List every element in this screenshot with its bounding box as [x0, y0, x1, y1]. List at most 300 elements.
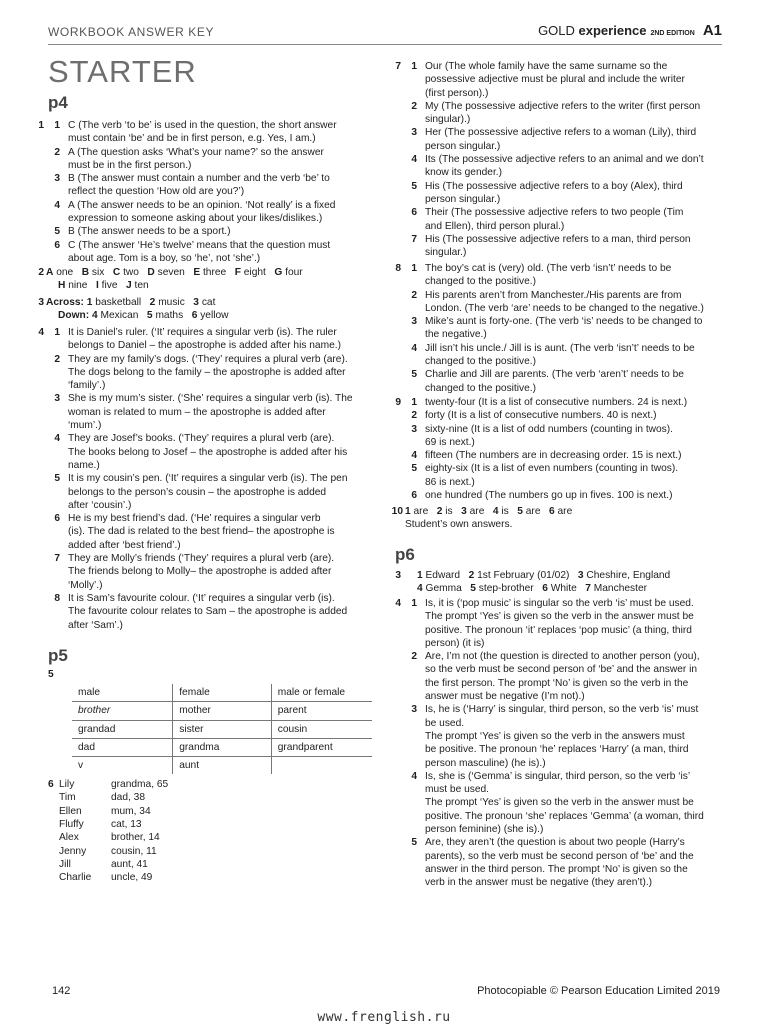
item-answer: White: [550, 583, 577, 595]
answer-item: [389, 342, 731, 369]
list-item: [59, 871, 153, 884]
exercise-number: 3: [395, 570, 401, 581]
exercise-number: 4: [395, 598, 401, 609]
exercise-number: 7: [395, 61, 401, 72]
item-letter: 1: [86, 297, 93, 308]
item-letter: 2: [468, 570, 475, 581]
answer-item: [389, 597, 731, 650]
answer-item: [389, 289, 731, 316]
item-letter: G: [274, 267, 283, 278]
item-answer: one: [56, 267, 74, 278]
list-item: [59, 831, 160, 844]
item-number: 1: [411, 598, 417, 609]
answer-line: know its gender.): [425, 167, 503, 179]
answer-item: [389, 368, 731, 395]
answer-line: person masculine) (he is).): [425, 757, 546, 769]
answer-line: woman is related to mum – the apostrophe is added after: [68, 406, 326, 418]
item-number: 1: [411, 397, 417, 408]
answer-line: twenty-four (It is a list of consecutive numbers. 24 is next.): [425, 397, 688, 408]
exercise-number: 8: [395, 263, 401, 274]
item-letter: C: [112, 267, 121, 278]
table-cell: cousin: [271, 720, 372, 738]
answer-line: added after ‘best friend’.): [68, 539, 181, 551]
exercise-7-answers: [389, 60, 731, 259]
answer-line: They are my family’s dogs. (‘They’ requires a plural verb (are).: [68, 353, 348, 365]
item-letter: 6: [542, 583, 548, 595]
answer-line: answer must be negative (I’m not).): [425, 691, 585, 703]
answer-item: [32, 552, 377, 592]
answer-line: verb in the answer must be negative (they aren’t).): [425, 877, 653, 889]
exercise-number: 6: [48, 779, 54, 790]
across-label: Across:: [46, 297, 84, 308]
exercise-2-answers: [32, 266, 377, 293]
item-letter: B: [81, 267, 90, 278]
list-item: [59, 845, 157, 858]
answer-item: [389, 233, 731, 260]
answer-item: [389, 262, 731, 289]
answer-item: [32, 432, 377, 472]
answer-item: [389, 569, 731, 596]
answer-item: [389, 423, 731, 450]
list-item: [59, 818, 142, 831]
answer-line: one hundred (The numbers go up in fives. 100 is next.): [425, 490, 673, 502]
item-letter: 6: [191, 310, 198, 322]
answer-line: person singular.): [425, 193, 501, 205]
family-words-table: [72, 684, 372, 774]
item-letter: 6: [549, 506, 555, 517]
level-label: A1: [702, 22, 722, 39]
item-answer: basketball: [95, 297, 142, 308]
answer-line: [46, 296, 377, 309]
answer-line: London. (The verb ‘are’ needs to be changed to the negative.): [425, 302, 704, 314]
item-number: 6: [54, 239, 60, 251]
answer-line: Our (The whole family have the same surname so the: [425, 61, 668, 72]
person-name: Charlie: [59, 872, 92, 884]
answer-line: His (The possessive adjective refers to a boy (Alex), third: [425, 180, 683, 192]
answer-item: [32, 266, 377, 293]
p6-exercise-4-answers: [389, 597, 731, 890]
item-answer: music: [158, 297, 185, 308]
item-number: 2: [411, 410, 417, 422]
answer-item: [389, 153, 731, 180]
answer-line: His (The possessive adjective refers to a man, third person: [425, 233, 691, 245]
answer-line: Their (The possessive adjective refers to two people (Tim: [425, 207, 684, 219]
item-letter: D: [147, 267, 155, 278]
item-number: 3: [411, 704, 417, 716]
answer-line: belongs to Daniel – the apostrophe is added after his name.): [68, 340, 341, 352]
item-letter: 2: [149, 297, 156, 308]
table-cell: sister: [173, 720, 272, 738]
answer-line: singular.): [425, 247, 467, 259]
item-letter: 3: [461, 506, 467, 517]
item-number: 3: [54, 173, 60, 185]
exercise-1-answers: [32, 119, 377, 265]
answer-line: B (The answer needs to be a sport.): [68, 226, 231, 238]
answer-line: after ‘Sam’.): [68, 619, 123, 631]
answer-line: A (The question asks ‘What’s your name?’ so the answer: [68, 146, 324, 158]
exercise-8-answers: [389, 262, 731, 395]
answer-line: changed to the positive.): [425, 382, 537, 394]
item-letter: 3: [193, 297, 199, 308]
answer-line: It is Daniel’s ruler. (‘It’ requires a singular verb (is). The ruler: [68, 327, 337, 338]
answer-line: The prompt ‘Yes’ is given so the verb in the answer must be: [425, 611, 694, 623]
answer-line: possessive adjective must be plural and include the writer: [425, 74, 685, 86]
answer-line: Jill isn’t his uncle./ Jill is is aunt. (The verb ‘isn’t’ needs to be: [425, 342, 695, 354]
exercise-number: 1: [38, 120, 44, 131]
list-item: [59, 791, 145, 804]
table-cell: female: [173, 684, 272, 702]
exercise-5-number: [48, 668, 393, 681]
answer-line: forty (It is a list of consecutive numbers. 40 is next.): [425, 410, 657, 422]
person-relation: dad, 38: [111, 792, 145, 804]
answer-line: C (The verb ‘to be’ is used in the question, the short answer: [68, 120, 337, 131]
item-answer: yellow: [200, 310, 229, 322]
watermark-url: www.frenglish.ru: [317, 1010, 451, 1025]
item-answer: are: [469, 506, 485, 517]
section-heading-p6: p6: [395, 545, 415, 564]
item-letter: 5: [517, 506, 523, 517]
item-number: 4: [54, 199, 60, 211]
answer-item: [389, 770, 731, 836]
person-relation: brother, 14: [111, 832, 160, 844]
table-row: [72, 757, 372, 775]
person-name: Jenny: [59, 845, 87, 857]
item-letter: E: [193, 267, 201, 278]
item-answer: are: [413, 506, 429, 517]
answer-item: [389, 206, 731, 233]
table-cell: dad: [72, 738, 173, 756]
table-cell: [271, 757, 372, 775]
table-cell: v: [72, 757, 173, 775]
person-name: Ellen: [59, 805, 82, 817]
answer-line: [405, 505, 731, 518]
answer-line: and Ellen), third person plural.): [425, 220, 565, 232]
answer-line: be positive. The pronoun ‘he’ replaces ‘Harry’ (a man, third: [425, 744, 689, 756]
exercise-number: 9: [395, 397, 401, 408]
item-answer: cat: [201, 297, 216, 308]
item-number: 4: [411, 450, 417, 462]
table-row: [72, 720, 372, 738]
answer-line: Her (The possessive adjective refers to a woman (Lily), third: [425, 127, 697, 139]
answer-line: positive. The pronoun ‘it’ replaces ‘pop music’ (a thing, third: [425, 624, 692, 636]
answer-line: fifteen (The numbers are in decreasing order. 15 is next.): [425, 450, 682, 462]
item-number: 1: [54, 120, 60, 131]
answer-item: [32, 172, 377, 199]
person-name: Jill: [59, 858, 71, 870]
answer-item: [389, 489, 731, 502]
person-name: Tim: [59, 792, 76, 804]
answer-line: name.): [68, 459, 100, 471]
answer-line: parents), so the verb must be second person of ‘be’ and the: [425, 850, 694, 862]
person-relation: mum, 34: [111, 805, 151, 817]
answer-item: [32, 119, 377, 146]
answer-item: [389, 703, 731, 769]
answer-line: person) (it is): [425, 637, 485, 649]
answer-item: [389, 126, 731, 153]
answer-line: reflect the question ‘How old are you?’): [68, 186, 245, 198]
down-label: Down:: [58, 310, 90, 322]
copyright-notice: Photocopiable © Pearson Education Limited 2019: [477, 985, 720, 997]
item-answer: are: [525, 506, 541, 517]
answer-line: must be used.: [425, 784, 489, 796]
item-answer: are: [557, 506, 573, 517]
item-answer: five: [101, 280, 118, 292]
item-letter: F: [234, 267, 241, 278]
answer-line: be used.: [425, 717, 465, 729]
item-number: 5: [54, 226, 60, 238]
item-letter: 5: [146, 310, 153, 322]
answer-item: [32, 512, 377, 552]
item-answer: two: [123, 267, 139, 278]
list-item: [59, 778, 169, 791]
answer-line: He is my best friend’s dad. (‘He’ requires a singular verb: [68, 513, 321, 525]
item-number: 4: [54, 433, 60, 445]
answer-line: Are, they aren’t (the question is about two people (Harry’s: [425, 837, 685, 849]
answer-line: Is, he is (‘Harry’ is singular, third person, so the verb ‘is’ must: [425, 704, 699, 716]
item-letter: 1: [405, 506, 411, 517]
table-cell: male: [72, 684, 173, 702]
table-cell: grandma: [173, 738, 272, 756]
item-number: 6: [54, 513, 60, 525]
item-answer: eight: [243, 267, 266, 278]
answer-line: changed to the positive.): [425, 356, 537, 368]
item-number: 1: [54, 327, 60, 338]
table-row: [72, 684, 372, 702]
answer-line: so the verb must be second person of ‘be’ and the answer in: [425, 664, 698, 676]
answer-item: [32, 146, 377, 173]
exercise-number: 2: [38, 267, 44, 278]
answer-line: Is, it is (‘pop music’ is singular so the verb ‘is’ must be used.: [425, 598, 694, 609]
answer-item: [389, 449, 731, 462]
answer-line: A (The answer needs to be an opinion. ‘Not really’ is a fixed: [68, 199, 336, 211]
answer-line: (first person).): [425, 87, 489, 99]
p6-exercise-3-answers: [389, 569, 731, 596]
answer-line: Charlie and Jill are parents. (The verb ‘aren’t’ needs to be: [425, 369, 684, 381]
item-answer: Mexican: [100, 310, 139, 322]
edition-label: 2ND EDITION: [650, 30, 695, 37]
answer-line: The boy’s cat is (very) old. (The verb ‘isn’t’ needs to be: [425, 263, 672, 274]
answer-line: positive. The pronoun ‘she’ replaces ‘Gemma’ (a woman, third: [425, 810, 704, 822]
answer-line: 69 is next.): [425, 436, 475, 448]
item-letter: 4: [417, 583, 423, 595]
header-rule: [48, 44, 722, 45]
item-number: 5: [411, 837, 417, 849]
table-cell: mother: [173, 702, 272, 720]
item-number: 1: [411, 263, 417, 274]
table-cell: parent: [271, 702, 372, 720]
brand-gold: GOLD: [538, 23, 575, 38]
item-answer: maths: [155, 310, 184, 322]
answer-line: ‘Molly’.): [68, 579, 103, 591]
answer-line: The prompt ‘Yes’ is given so the verb in the answers must: [425, 730, 685, 742]
item-number: 5: [54, 473, 60, 485]
person-name: Alex: [59, 832, 79, 844]
person-name: Fluffy: [59, 818, 84, 830]
answer-line: The friends belong to Molly– the apostrophe is added after: [68, 566, 332, 578]
answer-line: about age. Tom is a boy, so ‘he’, not ‘she’.): [68, 252, 261, 264]
table-row: [72, 738, 372, 756]
person-relation: cousin, 11: [111, 845, 157, 857]
answer-item: [389, 315, 731, 342]
item-number: 7: [411, 233, 417, 245]
item-letter: A: [46, 267, 54, 278]
item-answer: six: [91, 267, 105, 278]
item-answer: nine: [68, 280, 88, 292]
answer-line: [417, 569, 731, 582]
answer-item: [32, 392, 377, 432]
answer-item: [389, 505, 731, 532]
item-answer: step-brother: [478, 583, 534, 595]
item-number: 2: [54, 146, 60, 158]
answer-line: [417, 582, 731, 595]
answer-item: [389, 60, 731, 100]
exercise-number: 4: [38, 327, 44, 338]
exercise-number: 5: [48, 669, 54, 680]
answer-line: [46, 266, 377, 279]
answer-item: [32, 592, 377, 632]
exercise-3-answers: [32, 296, 377, 323]
answer-line: [46, 309, 377, 322]
answer-item: [32, 225, 377, 238]
answer-line: ‘mum’.): [68, 420, 102, 432]
exercise-number: 10: [391, 506, 403, 517]
item-answer: three: [202, 267, 227, 278]
answer-item: [32, 239, 377, 266]
answer-item: [32, 199, 377, 226]
exercise-4-answers: [32, 326, 377, 632]
item-number: 3: [411, 316, 417, 328]
answer-line: person singular.): [425, 140, 501, 152]
section-heading-p4: p4: [48, 93, 68, 112]
item-answer: Gemma: [425, 583, 462, 595]
item-answer: is: [445, 506, 453, 517]
answer-line: expression to someone asking about your likes/dislikes.): [68, 213, 323, 225]
exercise-number: 3: [38, 297, 44, 308]
answer-item: [389, 836, 731, 889]
answer-line: changed to the positive.): [425, 276, 537, 288]
section-heading-p5: p5: [48, 646, 68, 665]
brand-experience: experience: [578, 23, 647, 38]
answer-item: [389, 100, 731, 127]
item-answer: 1st February (01/02): [477, 570, 570, 581]
item-answer: four: [285, 267, 303, 278]
answer-line: They are Josef’s books. (‘They’ requires a plural verb (are).: [68, 433, 335, 445]
answer-line: singular).): [425, 114, 471, 126]
person-name: Lily: [59, 779, 75, 790]
answer-line: Its (The possessive adjective refers to an animal and we don’t: [425, 154, 704, 166]
item-number: 4: [411, 154, 417, 166]
answer-line: It is Sam’s favourite colour. (‘It’ requires a singular verb (is).: [68, 592, 335, 604]
answer-line: must be in the first person.): [68, 159, 192, 171]
answer-line: eighty-six (It is a list of even numbers (counting in twos).: [425, 463, 679, 475]
answer-line: the first person. The prompt ‘No’ is given so the verb in the: [425, 677, 689, 689]
answer-line: It is my cousin’s pen. (‘It’ requires a singular verb (is). The pen: [68, 473, 348, 485]
item-answer: Manchester: [593, 583, 648, 595]
item-number: 2: [411, 651, 417, 663]
item-number: 6: [411, 490, 417, 502]
item-letter: 2: [436, 506, 443, 517]
item-answer: is: [501, 506, 509, 517]
answer-line: His parents aren’t from Manchester./His parents are from: [425, 289, 682, 301]
item-number: 5: [411, 369, 417, 381]
item-answer: Cheshire, England: [586, 570, 671, 581]
brand-header: [538, 22, 722, 39]
answer-item: [32, 472, 377, 512]
answer-line: sixty-nine (It is a list of odd numbers (counting in twos).: [425, 423, 673, 435]
item-number: 1: [411, 61, 417, 72]
answer-line: B (The answer must contain a number and the verb ‘be’ to: [68, 173, 330, 185]
page-number: 142: [52, 985, 71, 997]
answer-line: C (The answer ‘He’s twelve’ means that the question must: [68, 239, 331, 251]
answer-line: Mike’s aunt is forty-one. (The verb ‘is’ needs to be changed to: [425, 316, 703, 328]
answer-line: The prompt ‘Yes’ is given so the verb in the answer must be: [425, 797, 694, 809]
table-cell: male or female: [271, 684, 372, 702]
page-title: STARTER: [48, 54, 197, 89]
person-relation: aunt, 41: [111, 858, 148, 870]
item-letter: 3: [577, 570, 584, 581]
item-number: 4: [411, 770, 417, 782]
person-relation: cat, 13: [111, 818, 142, 830]
item-letter: 4: [492, 506, 499, 517]
answer-line: answer in the third person. The prompt ‘No’ is given so the: [425, 863, 688, 875]
answer-item: [32, 326, 377, 353]
workbook-answer-key-label: WORKBOOK ANSWER KEY: [48, 25, 215, 39]
answer-line: My (The possessive adjective refers to the writer (first person: [425, 100, 701, 112]
answer-line: She is my mum’s sister. (‘She’ requires a singular verb (is). The: [68, 393, 353, 405]
item-number: 3: [411, 423, 417, 435]
answer-line: belongs to the person’s cousin – the apostrophe is added: [68, 486, 327, 498]
item-number: 5: [411, 180, 417, 192]
exercise-10-answers: [389, 505, 731, 532]
table-cell: grandparent: [271, 738, 372, 756]
answer-item: [32, 296, 377, 323]
item-letter: H: [58, 280, 66, 292]
answer-line: 86 is next.): [425, 476, 475, 488]
item-number: 4: [411, 342, 417, 354]
item-number: 2: [54, 353, 60, 365]
answer-line: person feminine) (she is).): [425, 824, 544, 836]
item-answer: Edward: [425, 570, 461, 581]
answer-line: the negative.): [425, 329, 487, 341]
brand-logo: [538, 23, 646, 38]
answer-item: [32, 353, 377, 393]
answer-line: They are Molly’s friends (‘They’ requires a plural verb (are).: [68, 553, 335, 565]
item-number: 8: [54, 592, 60, 604]
answer-line: Is, she is (‘Gemma’ is singular, third person, so the verb ‘is’: [425, 770, 691, 782]
answer-item: [389, 396, 731, 409]
item-number: 3: [54, 393, 60, 405]
list-item: [59, 805, 151, 818]
list-item: [59, 858, 148, 871]
item-letter: 1: [417, 570, 423, 581]
table-row: [72, 702, 372, 720]
answer-line: The dogs belong to the family – the apostrophe is added after: [68, 366, 346, 378]
item-letter: 5: [470, 583, 476, 595]
table-cell: aunt: [173, 757, 272, 775]
answer-line: The books belong to Josef – the apostrophe is added after his: [68, 446, 348, 458]
answer-item: [389, 462, 731, 489]
person-relation: uncle, 49: [111, 872, 153, 884]
item-number: 2: [411, 100, 417, 112]
answer-line: (is). The dad is related to the best friend– the apostrophe is: [68, 526, 335, 538]
item-answer: seven: [157, 267, 185, 278]
exercise-9-answers: [389, 396, 731, 502]
table-cell: brother: [72, 702, 173, 720]
answer-line: The favourite colour relates to Sam – the apostrophe is added: [68, 606, 348, 618]
answer-line: ‘family’.): [68, 380, 106, 392]
item-number: 2: [411, 289, 417, 301]
item-letter: 7: [585, 583, 591, 595]
